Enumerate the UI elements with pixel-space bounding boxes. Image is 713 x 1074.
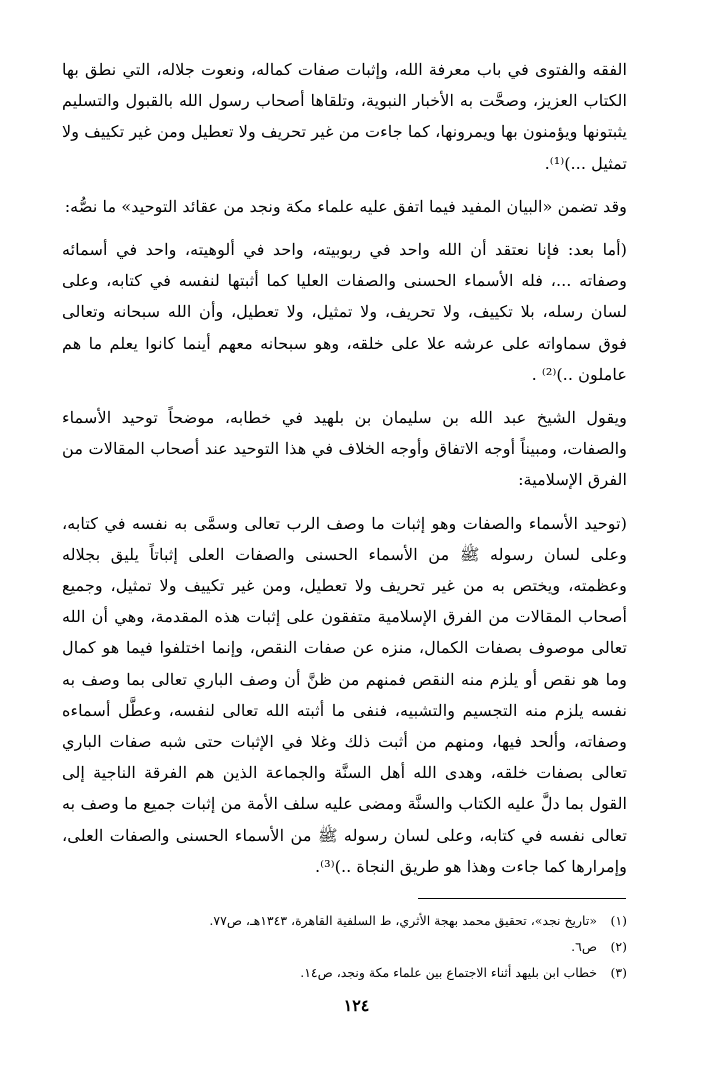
paragraph-4: ويقول الشيخ عبد الله بن سليمان بن بلهيد في خطابه، موضحاً توحيد الأسماء والصفات، ومبيناً أوجه الاتفاق وأوجه الخلاف في هذا التوحيد عند أصحاب المقالات من الفرق الإسلامية: — [62, 408, 627, 490]
footnote-2 — [62, 934, 627, 960]
footnote-divider — [418, 898, 626, 899]
paragraph-2: وقد تضمن «البيان المفيد فيما اتفق عليه علماء مكة ونجد من عقائد التوحيد» ما نصُّه: — [64, 196, 627, 216]
paragraph-3: (أما بعد: فإنا نعتقد أن الله واحد في ربوبيته، واحد في ألوهيته، واحد في أسمائه وصفاته ...، فله الأسماء الحسنى والصفات العليا كما أثبتها لنفسه في كتابه، وعلى لسان رسله، بلا تكييف، ولا تحريف، ولا تمثيل، ولا تعطيل، وأن الله سبحانه وتعالى فوق سماواته على عرشه علا على خلقه، وهو سبحانه معهم أينما كانوا يعلم ما هم عاملون ..)⁽²⁾ . — [62, 240, 627, 384]
footnote-text: خطاب ابن بليهد أثناء الاجتماع بين علماء مكة ونجد، ص١٤. — [300, 965, 597, 980]
footnote-text: ص٦. — [571, 939, 597, 954]
footnote-text: «تاريخ نجد»، تحقيق محمد بهجة الأثري، ط السلفية القاهرة، ١٣٤٣هـ، ص٧٧. — [209, 913, 597, 928]
footnote-3 — [62, 960, 627, 986]
footnotes — [62, 908, 627, 986]
page-number: ١٢٤ — [343, 996, 370, 1015]
footnote-number: (٢) — [610, 939, 627, 954]
footnote-number: (١) — [610, 913, 627, 928]
footnote-1 — [62, 908, 627, 934]
paragraph-5: (توحيد الأسماء والصفات وهو إثبات ما وصف الرب تعالى وسمَّى به نفسه في كتابه، وعلى لسان رسوله ﷺ من الأسماء الحسنى والصفات العلى إثباتاً يليق بجلاله وعظمته، ويختص به من غير تحريف ولا تعطيل، ومن غير تكييف ولا تمثيل، وجميع أصحاب المقالات من الفرق الإسلامية متفقون على إثبات هذه المقدمة، وهي أن الله تعالى موصوف بصفات الكمال، منزه عن صفات النقص، وإنما اختلفوا فيما هو كمال وما هو نقص أو يلزم منه النقص فمنهم من ظنَّ أن وصف الباري تعالى بما وصف به نفسه يلزم منه التجسيم والتشبيه، فنفى ما أثبته الله تعالى لنفسه، وعطَّل أسماءه وصفاته، وألحد فيها، ومنهم من أثبت ذلك وغلا في الإثبات حتى شبه صفات الباري تعالى بصفات خلقه، وهدى الله أهل السنَّة والجماعة الذين هم الفرقة الناجية إلى القول بما دلَّ عليه الكتاب والسنَّة ومضى عليه سلف الأمة من إثبات جميع ما وصف به تعالى نفسه في كتابه، وعلى لسان رسوله ﷺ من الأسماء الحسنى والصفات العلى، وإمرارها كما جاءت وهذا هو طريق النجاة ..)⁽³⁾. — [62, 513, 627, 876]
main-text — [62, 54, 627, 882]
footnote-number: (٣) — [610, 965, 627, 980]
paragraph-1: الفقه والفتوى في باب معرفة الله، وإثبات صفات كماله، ونعوت جلاله، التي نطق بها الكتاب العزيز، وصحَّت به الأخبار النبوية، وتلقاها أصحاب رسول الله بالقبول والتسليم يثبتونها ويؤمنون بها ويمرونها، كما جاءت من غير تحريف ولا تعطيل ومن غير تكييف ولا تمثيل ...)⁽¹⁾. — [62, 60, 627, 173]
